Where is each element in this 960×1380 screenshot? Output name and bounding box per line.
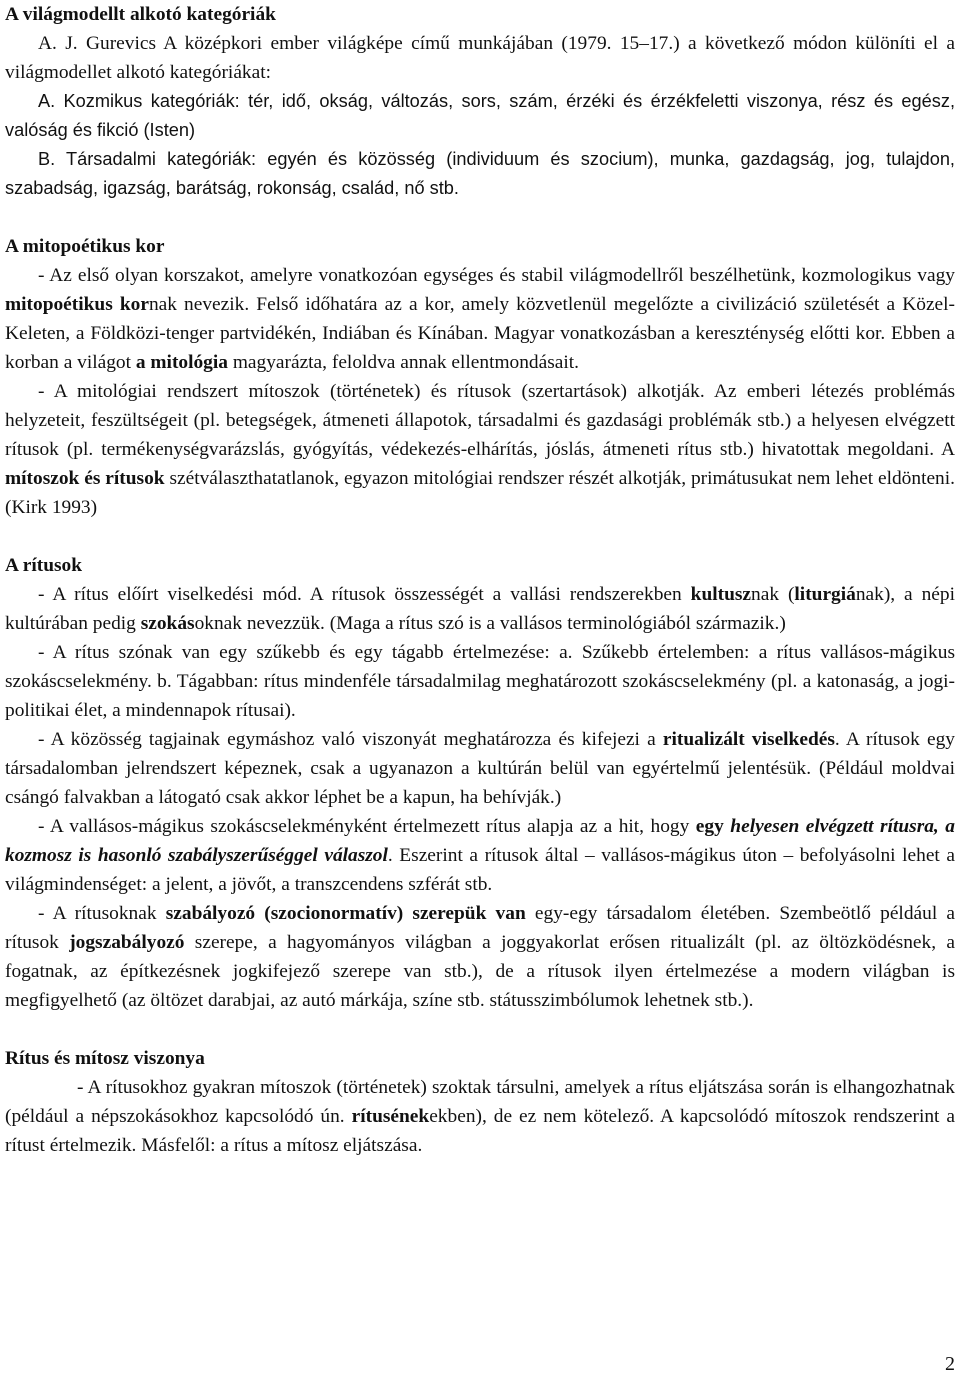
rites-paragraph-4: - A vallásos-mágikus szokáscselekményként értelmezett rítus alapja az a hit, hogy egy helyesen elvégzett rítusra, a kozmosz is hasonló szabályszerűséggel válaszol. Eszerint a rítusok által – vallásos-mágikus úton – befolyásolni lehet a világmindenséget: a jelent, a jövőt, a transzcendens szférát stb. — [5, 816, 955, 895]
page-number: 2 — [945, 1353, 955, 1375]
section-heading-mythopoetic-age: A mitopoétikus kor — [5, 236, 165, 257]
rite-myth-paragraph: - A rítusokhoz gyakran mítoszok (történetek) szoktak társulni, amelyek a rítus eljátszása során is elhangozhatnak (például a népszokásokhoz kapcsolódó ún. rítusénekekben), de ez nem kötelező. A kapcsolódó mítoszok rendszerint a rítust értelmezik. Másfelől: a rítus a mítosz eljátszása. — [5, 1077, 955, 1156]
rites-paragraph-3: - A közösség tagjainak egymáshoz való viszonyát meghatározza és kifejezi a ritualizált viselkedés. A rítusok egy társadalomban jelrendszert képeznek, csak a ugyanazon a kultúrán belül van egyértelmű jelentésük. (Például moldvai csángó falvakban a látogató csak akkor léphet be a kapun, ha behívják.) — [5, 729, 955, 808]
rites-paragraph-1: - A rítus előírt viselkedési mód. A rítusok összességét a vallási rendszerekben kultusznak (liturgiának), a népi kultúrában pedig szokásoknak nevezzük. (Maga a rítus szó is a vallásos terminológiából származik.) — [5, 584, 955, 634]
gurevics-intro: A. J. Gurevics A középkori ember világképe című munkájában (1979. 15–17.) a következő módon különíti el a világmodellet alkotó kategóriákat: — [5, 33, 955, 83]
rites-paragraph-2: - A rítus szónak van egy szűkebb és egy tágabb értelmezése: a. Szűkebb értelemben: a rítus vallásos-mágikus szokáscselekmény. b. Tágabban: rítus mindenféle társadalmilag meghatározott szokáscselekmény (pl. a katonaság, a jogi-politikai élet, a mindennapok rítusai). — [5, 642, 955, 721]
document-page — [5, 0, 955, 1160]
spacer — [5, 203, 955, 232]
cosmic-categories: A. Kozmikus kategóriák: tér, idő, okság, változás, sors, szám, érzéki és érzékfeletti viszonya, rész és egész, valóság és fikció (Isten) — [5, 91, 955, 140]
mythopoetic-paragraph-2: - A mitológiai rendszert mítoszok (történetek) és rítusok (szertartások) alkotják. Az emberi létezés problémás helyzeteit, feszültségeit (pl. betegségek, átmeneti állapotok, társadalmi és gazdasági problémák stb.) a helyesen elvégzett rítusok (pl. termékenységvarázslás, gyógyítás, védekezés-elhárítás, jóslás, átmeneti rítus stb.) hivatottak megoldani. A mítoszok és rítusok szétválaszthatatlanok, egyazon mitológiai rendszer részét alkotják, primátusukat nem lehet eldönteni. (Kirk 1993) — [5, 381, 955, 518]
spacer — [5, 1015, 955, 1044]
section-heading-world-model: A világmodellt alkotó kategóriák — [5, 4, 276, 25]
section-heading-rites: A rítusok — [5, 555, 83, 576]
section-heading-rite-and-myth: Rítus és mítosz viszonya — [5, 1048, 205, 1069]
rites-paragraph-5: - A rítusoknak szabályozó (szocionormatív) szerepük van egy-egy társadalom életében. Szembeötlő például a rítusok jogszabályozó szerepe, a hagyományos világban a joggyakorlat erősen ritualizált (pl. az öltözködésnek, a fogatnak, az építkezésnek jogkifejező szerepe van stb.), de a rítusok ilyen értelmezése a modern világban is megfigyelhető (az öltözet darabjai, az autó márkája, színe stb. státusszimbólumok lehetnek stb.). — [5, 903, 955, 1011]
mythopoetic-paragraph-1: - Az első olyan korszakot, amelyre vonatkozóan egységes és stabil világmodellről beszélhetünk, kozmologikus vagy mitopoétikus kornak nevezik. Felső időhatára az a kor, amely közvetlenül megelőzte a civilizáció születését a Közel-Keleten, a Földközi-tenger partvidékén, Indiában és Kínában. Magyar vonatkozásban a kereszténység előtti kor. Ebben a korban a világot a mitológia magyarázta, feloldva annak ellentmondásait. — [5, 265, 956, 373]
spacer — [5, 522, 955, 551]
social-categories: B. Társadalmi kategóriák: egyén és közösség (individuum és szocium), munka, gazdagság, jog, tulajdon, szabadság, igazság, barátság, rokonság, család, nő stb. — [5, 149, 955, 198]
